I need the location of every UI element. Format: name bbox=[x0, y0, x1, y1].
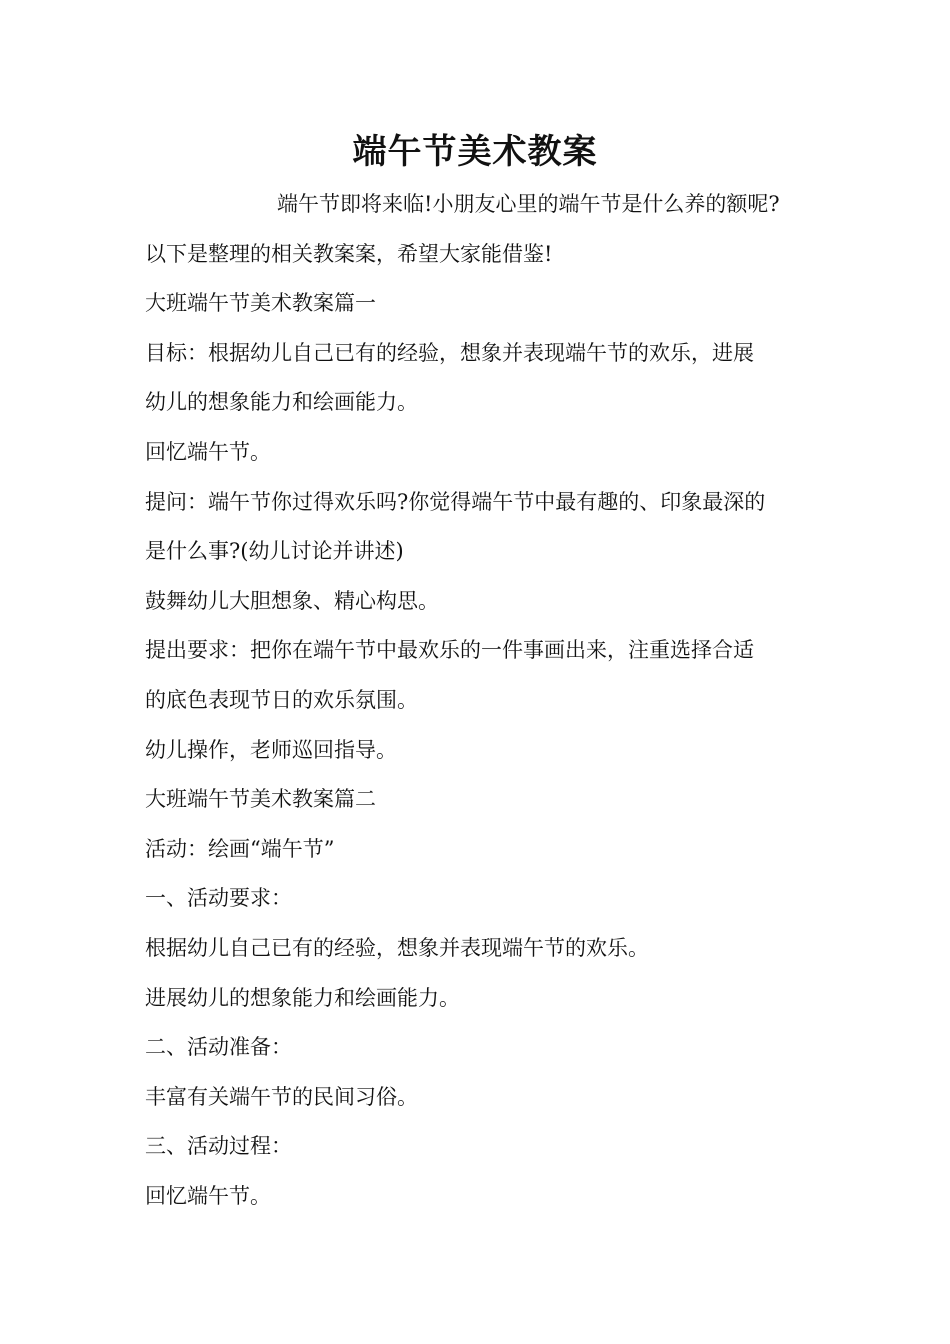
body-line: 活动：绘画“端午节” bbox=[145, 836, 335, 861]
document-body bbox=[145, 180, 835, 1221]
body-line: 鼓舞幼儿大胆想象、精心构思。 bbox=[145, 588, 439, 613]
body-line: 提出要求：把你在端午节中最欢乐的一件事画出来，注重选择合适 bbox=[145, 638, 754, 663]
subsection-heading: 二、活动准备： bbox=[145, 1035, 292, 1060]
document-title: 端午节美术教案 bbox=[352, 132, 598, 172]
body-line: 进展幼儿的想象能力和绘画能力。 bbox=[145, 985, 460, 1010]
body-line: 回忆端午节。 bbox=[145, 1183, 271, 1208]
section-heading-two: 大班端午节美术教案篇二 bbox=[145, 787, 376, 812]
subsection-heading: 一、活动要求： bbox=[145, 886, 292, 911]
intro-paragraph: 端午节即将来临!小朋友心里的端午节是什么养的额呢? bbox=[277, 192, 780, 216]
body-line: 的底色表现节日的欢乐氛围。 bbox=[145, 687, 418, 712]
section-heading-one: 大班端午节美术教案篇一 bbox=[145, 291, 376, 316]
body-line: 幼儿的想象能力和绘画能力。 bbox=[145, 390, 418, 415]
body-line: 回忆端午节。 bbox=[145, 439, 271, 464]
body-line: 幼儿操作，老师巡回指导。 bbox=[145, 737, 397, 762]
body-line: 丰富有关端午节的民间习俗。 bbox=[145, 1084, 418, 1109]
body-line: 提问：端午节你过得欢乐吗?你觉得端午节中最有趣的、印象最深的 bbox=[145, 489, 766, 514]
body-line: 目标：根据幼儿自己已有的经验，想象并表现端午节的欢乐，进展 bbox=[145, 340, 754, 365]
intro-paragraph-continued: 以下是整理的相关教案案，希望大家能借鉴! bbox=[145, 241, 553, 266]
subsection-heading: 三、活动过程： bbox=[145, 1134, 292, 1159]
body-line: 是什么事?(幼儿讨论并讲述) bbox=[145, 539, 404, 564]
body-line: 根据幼儿自己已有的经验，想象并表现端午节的欢乐。 bbox=[145, 935, 649, 960]
